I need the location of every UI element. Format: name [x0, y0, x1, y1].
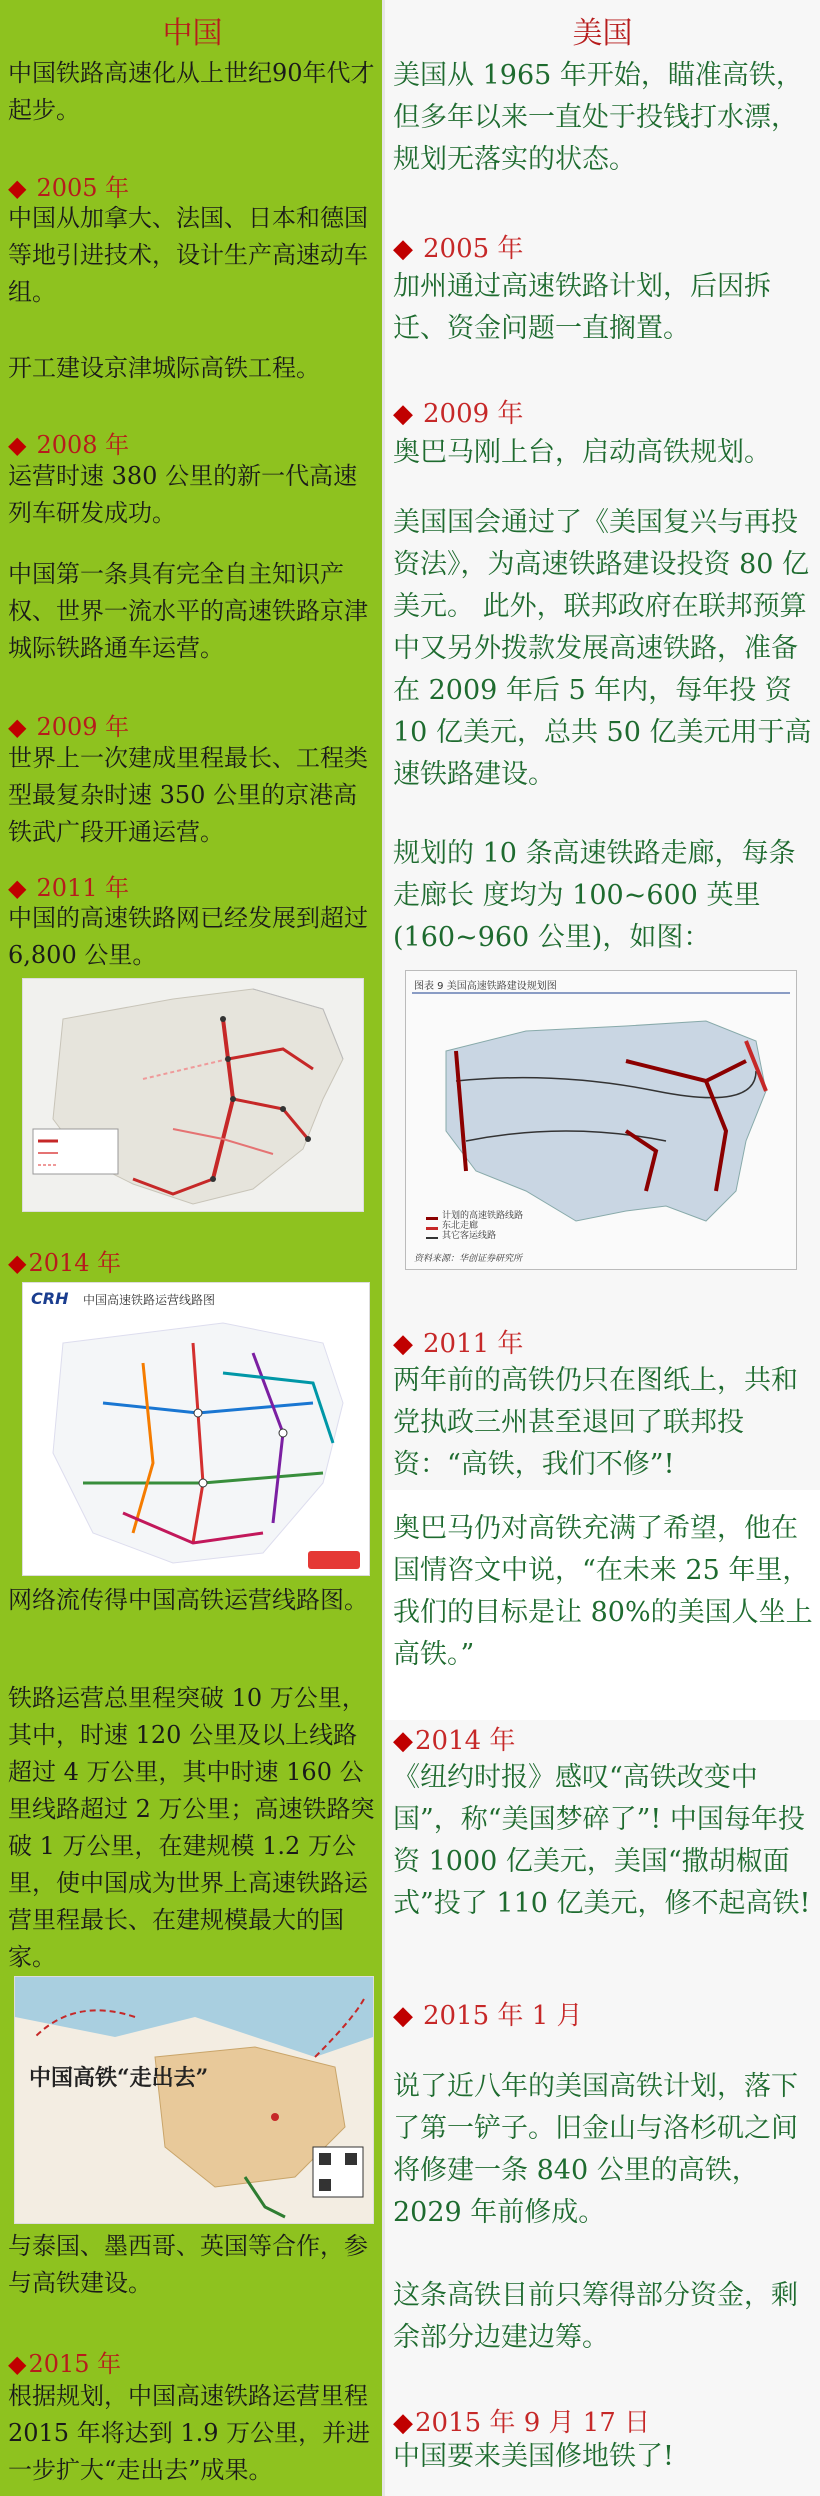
china-2005-text2: 开工建设京津城际高铁工程。: [8, 354, 320, 382]
china-2009-text: 世界上一次建成里程最长、工程类型最复杂时速 350 公里的京港高铁武广段开通运营。: [8, 744, 368, 846]
china-2014-label: ◆2014 年: [8, 1249, 122, 1277]
usa-2015-sep-text: 中国要来美国修地铁了!: [393, 2441, 674, 2472]
column-divider: [382, 0, 385, 2496]
legend-item-planned: 计划的高速铁路线路: [442, 1211, 524, 1221]
usa-2005-label: ◆ 2005 年: [393, 234, 524, 264]
china-2011-text: 中国的高速铁路网已经发展到超过 6,800 公里。: [8, 904, 368, 969]
legend-item-northeast: 东北走廊: [442, 1221, 479, 1231]
china-2015-text: 根据规划，中国高速铁路运营里程 2015 年将达到 1.9 万公里，并进一步扩大“走出去”成果。: [8, 2382, 371, 2484]
china-map-1-graphic: [23, 979, 363, 1211]
usa-2011-text2: 奥巴马仍对高铁充满了希望，他在国情咨文中说，“在未来 25 年里，我们的目标是让 80%的美国人坐上高铁。”: [393, 1513, 813, 1670]
crh-logo: CRH: [31, 1289, 69, 1308]
usa-header: 美国: [572, 16, 633, 51]
usa-figure-title: 图表 9 美国高速铁路建设规划图: [414, 981, 557, 992]
usa-hsr-plan-figure: [405, 970, 797, 1270]
china-intro: 中国铁路高速化从上世纪90年代才起步。: [8, 59, 375, 124]
china-2014-map-caption: 网络流传得中国高铁运营线路图。: [8, 1586, 368, 1614]
usa-intro: 美国从 1965 年开始，瞄准高铁，但多年以来一直处于投钱打水漂，规划无落实的状态。: [393, 60, 803, 175]
china-2011-label: ◆ 2011 年: [8, 874, 130, 902]
legend-item-other: 其它客运线路: [442, 1231, 497, 1241]
usa-figure-legend: [442, 1211, 523, 1241]
china-map-3-graphic: [15, 1977, 373, 2223]
china-rail-map-2011: [22, 978, 364, 1212]
china-going-global-title: 中国高铁“走出去”: [29, 2065, 209, 2091]
usa-2011-text: 两年前的高铁仍只在图纸上，共和党执政三州甚至退回了联邦投资：“高铁，我们不修”!: [393, 1365, 798, 1480]
usa-2015-jan-label: ◆ 2015 年 1 月: [393, 2001, 583, 2031]
china-crh-network-map: [22, 1282, 370, 1576]
usa-2005-text: 加州通过高速铁路计划，后因拆迁、资金问题一直搁置。: [393, 271, 771, 344]
usa-2009-label: ◆ 2009 年: [393, 399, 524, 429]
usa-2009-text2: 美国国会通过了《美国复兴与再投资法》，为高速铁路建设投资 80 亿美元。 此外，联邦政府在联邦预算中又另外拨款发展高速铁路，准备在 2009 年后 5 年内，每年投 资 10 亿美元，总共 50 亿美元用于高速铁路建设。: [393, 507, 812, 790]
crh-map-title: 中国高速铁路运营线路图: [83, 1293, 216, 1307]
china-2014-text: 铁路运营总里程突破 10 万公里，其中，时速 120 公里及以上线路超过 4 万公里，其中时速 160 公里线路超过 2 万公里；高速铁路突破 1 万公里，在建规模 1.2 万公里，使中国成为世界上高速铁路运营里程最长、在建规模最大的国家。: [8, 1684, 375, 1971]
china-2008-text: 运营时速 380 公里的新一代高速列车研发成功。: [8, 462, 358, 527]
china-2015-label: ◆2015 年: [8, 2350, 122, 2378]
usa-figure-source: 资料来源：华创证券研究所: [414, 1254, 523, 1264]
china-2005-label: ◆ 2005 年: [8, 174, 130, 202]
china-map-2-graphic: [23, 1283, 369, 1575]
china-2008-label: ◆ 2008 年: [8, 431, 130, 459]
usa-2009-text: 奥巴马刚上台，启动高铁规划。: [393, 437, 771, 468]
usa-2011-label: ◆ 2011 年: [393, 1329, 524, 1359]
china-2008-text2: 中国第一条具有完全自主知识产权、世界一流水平的高速铁路京津城际铁路通车运营。: [8, 560, 368, 662]
usa-2014-label: ◆2014 年: [393, 1726, 516, 1756]
usa-2014-text: 《纽约时报》感叹“高铁改变中国”，称“美国梦碎了”! 中国每年投资 1000 亿美元，美国“撒胡椒面式”投了 110 亿美元，修不起高铁!: [393, 1762, 811, 1919]
usa-2009-text3: 规划的 10 条高速铁路走廊，每条走廊长 度均为 100~600 英里(160~960 公里)，如图：: [393, 838, 796, 953]
china-going-global-map: [14, 1976, 374, 2224]
usa-2015-jan-text: 说了近八年的美国高铁计划，落下了第一铲子。旧金山与洛杉矶之间将修建一条 840 公里的高铁，2029 年前修成。: [393, 2071, 798, 2228]
usa-2015-sep-label: ◆2015 年 9 月 17 日: [393, 2408, 651, 2438]
china-header: 中国: [162, 16, 223, 51]
china-2009-label: ◆ 2009 年: [8, 713, 130, 741]
china-2014-text2: 与泰国、墨西哥、英国等合作，参与高铁建设。: [8, 2232, 368, 2297]
china-2005-text: 中国从加拿大、法国、日本和德国等地引进技术，设计生产高速动车组。: [8, 204, 368, 306]
usa-2015-jan-text2: 这条高铁目前只筹得部分资金，剩余部分边建边筹。: [393, 2280, 798, 2353]
